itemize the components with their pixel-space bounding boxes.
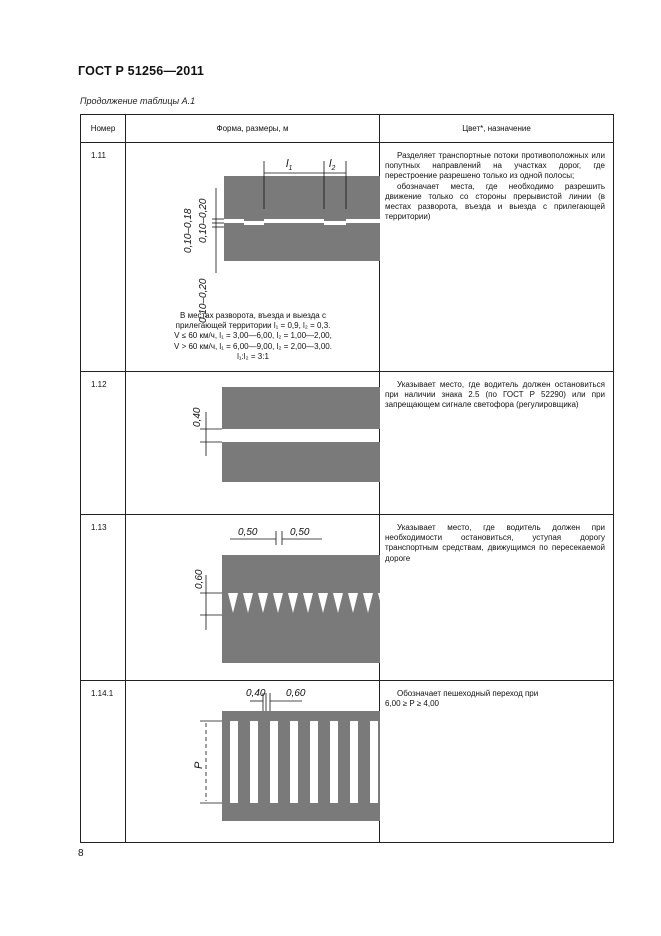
col-header-form: Форма, размеры, м [126,115,380,143]
row-number: 1.13 [91,523,107,532]
purpose-cell [380,143,614,372]
dim-p: P [193,761,205,769]
dim-gap-right: 0,50 [290,527,310,538]
zebra-gap [330,721,338,803]
zebra-gap [310,721,318,803]
marking-1-13-diagram [126,515,380,681]
dash-stroke [224,219,244,223]
dash-stroke [264,219,324,223]
table-row [81,515,614,681]
purpose-cell [380,681,614,843]
zebra-gap [270,721,278,803]
continuous-stroke [244,221,264,225]
dimension-lines [200,412,222,456]
row-number: 1.14.1 [91,689,114,698]
purpose-text: 6,00 ≥ P ≥ 4,00 [385,699,440,709]
dim-width: 0,40 [192,407,203,427]
row-number-cell [81,372,126,515]
col-header-number: Номер [81,115,126,143]
marking-1-14-1-diagram [126,681,380,843]
purpose-text: Указывает место, где водитель должен при необходимости остановиться, уступая дорогу транспортным средствам, движущимся по пересекаемой дороге [385,523,605,563]
note-line: В местах разворота, въезда и выезда с [180,311,326,320]
col-header-purpose: Цвет*, назначение [380,115,614,143]
row-number-cell [81,515,126,681]
note-line: V ≤ 60 км/ч, l₁ = 3,00—6,00, l₂ = 1,00—2,00, [174,331,332,341]
purpose-text: обозначает места, где необходимо разрешить движение только со стороны прерывистой линии (в местах разворота, въезда и выезда с прилегающей территории) [385,181,605,222]
zebra-gap [370,721,378,803]
page-number: 8 [78,848,84,859]
marking-1-11-note [126,311,380,362]
table-row [81,372,614,515]
zebra-gap [290,721,298,803]
row-number: 1.12 [91,380,107,389]
document-code: ГОСТ Р 51256—2011 [78,64,205,78]
markings-table [80,114,614,843]
note-line: прилегающей территории l₁ = 0,9, l₂ = 0,3. [175,321,331,331]
dim-l1: $l_1$ [286,158,293,172]
figure-cell [126,515,380,681]
dim-gap: 0,10–0,20 [198,198,209,243]
dim-gap: 0,50 [238,527,258,538]
row-number-cell [81,681,126,843]
marking-1-12-diagram [126,372,380,515]
table-row [81,143,614,372]
dim-l2: $l_2$ [329,158,336,172]
table-continuation-caption: Продолжение таблицы А.1 [80,96,196,106]
purpose-text: Разделяет транспортные потоки противоположных или попутных направлений на участках дорог, где перестроение разрешено только из одной полосы; [385,151,605,181]
zebra-gap [250,721,258,803]
road-upper [222,387,380,429]
road-lower [224,227,380,261]
dim-gap: 0,60 [286,688,306,699]
purpose-text: Указывает место, где водитель должен остановиться при наличии знака 2.5 (по ГОСТ Р 52290) или при запрещающем сигнале светофора (регулировщика) [385,380,605,410]
figure-cell [126,681,380,843]
continuous-stroke [324,221,346,225]
dim-stripe: 0,40 [246,688,266,699]
road-upper [222,555,380,593]
zebra-gap [230,721,238,803]
dim-width: 0,10–0,18 [183,208,194,253]
purpose-text: Обозначает пешеходный переход при [397,689,539,698]
figure-cell [126,143,380,372]
row-number-cell [81,143,126,372]
row-number: 1.11 [91,151,106,160]
dim-height: 0,60 [194,569,205,589]
note-line: V > 60 км/ч, l₁ = 6,00—9,00, l₂ = 2,00—3,00. [174,341,332,351]
figure-cell [126,372,380,515]
purpose-cell [380,372,614,515]
road-upper [224,176,380,214]
zebra-gap [350,721,358,803]
note-line: l₁:l₂ = 3:1 [237,351,269,361]
purpose-cell [380,515,614,681]
road-lower [222,442,380,482]
table-header-row [81,115,614,143]
table-row [81,681,614,843]
dim-gap-lower: 0,10–0,20 [198,278,209,323]
dash-stroke [346,219,380,223]
